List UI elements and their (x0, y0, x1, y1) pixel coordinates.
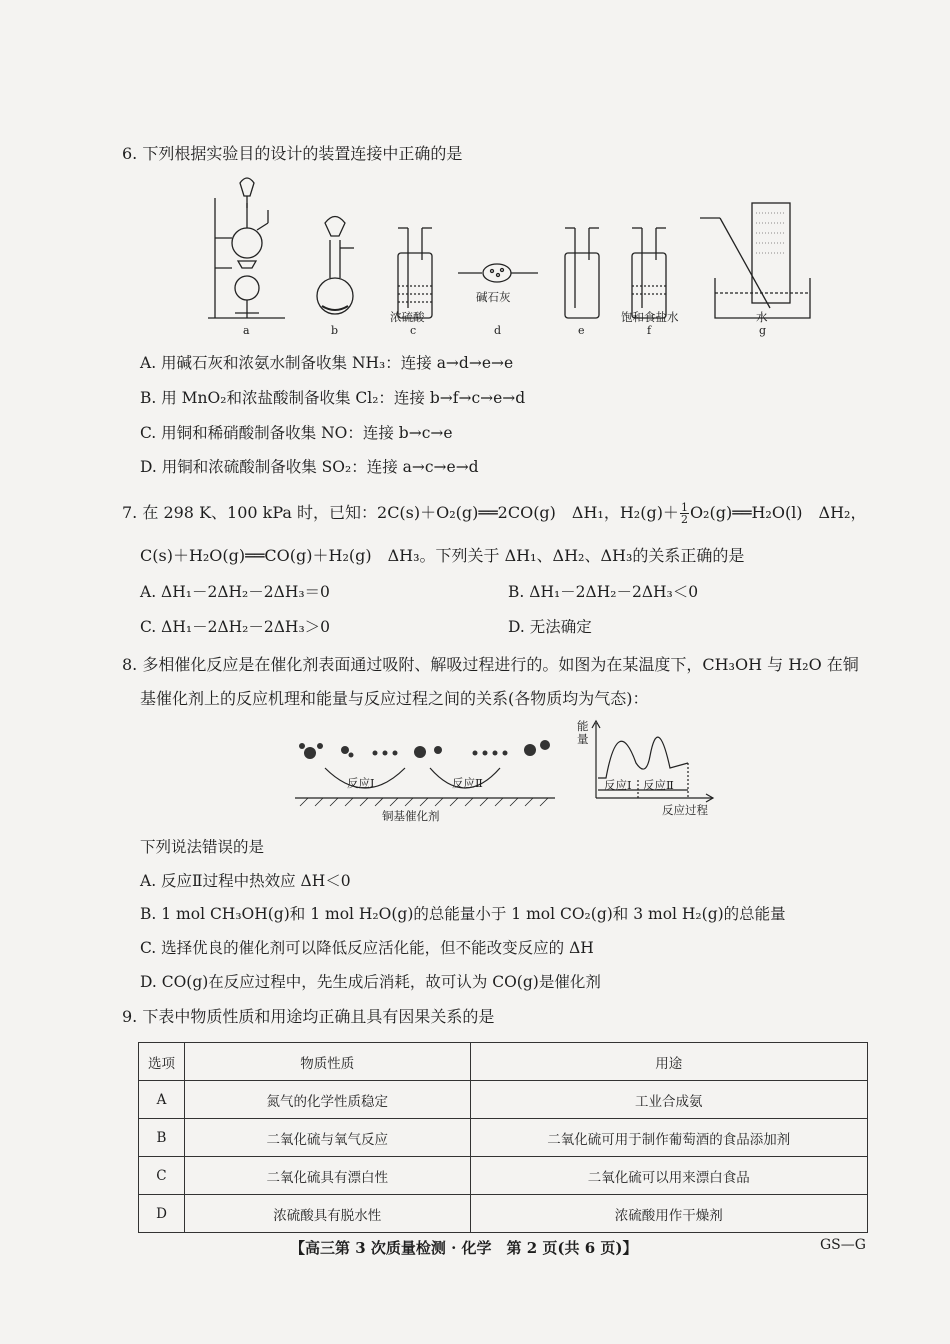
label-g: 水 (756, 310, 768, 324)
label-seg-1: 反应Ⅰ (604, 778, 632, 792)
q6-stem: 6. 下列根据实验目的设计的装置连接中正确的是 (122, 144, 463, 163)
q8-option-c: C. 选择优良的催化剂可以降低反应活化能，但不能改变反应的 ΔH (140, 939, 594, 957)
q9-stem: 9. 下表中物质性质和用途均正确且具有因果关系的是 (122, 1007, 495, 1026)
apparatus-f (632, 228, 666, 318)
cell-option: B (139, 1119, 185, 1157)
letter-b: b (331, 324, 339, 337)
q6-option-a: A. 用碱石灰和浓氨水制备收集 NH₃：连接 a→d→e→e (140, 354, 514, 372)
cell-property: 二氧化硫与氧气反应 (184, 1119, 470, 1157)
page-footer: 【高三第 3 次质量检测 · 化学 第 2 页(共 6 页)】 (290, 1239, 638, 1257)
table-row (139, 1157, 868, 1195)
apparatus-g (700, 203, 810, 318)
q6-option-d: D. 用铜和浓硫酸制备收集 SO₂：连接 a→c→e→d (140, 458, 479, 476)
label-c: 浓硫酸 (390, 310, 425, 324)
cell-property: 二氧化硫具有漂白性 (184, 1157, 470, 1195)
letter-e: e (578, 324, 585, 337)
table-row (139, 1119, 868, 1157)
header-property: 物质性质 (184, 1043, 470, 1081)
cell-use: 浓硫酸用作干燥剂 (470, 1195, 867, 1233)
apparatus-b (317, 217, 354, 315)
q8-option-b: B. 1 mol CH₃OH(g)和 1 mol H₂O(g)的总能量小于 1 mol CO₂(g)和 3 mol H₂(g)的总能量 (140, 905, 786, 923)
label-reaction-2: 反应Ⅱ (452, 776, 483, 790)
cell-use: 二氧化硫可用于制作葡萄酒的食品添加剂 (470, 1119, 867, 1157)
table-header-row (139, 1043, 868, 1081)
q8-stem-line1: 8. 多相催化反应是在催化剂表面通过吸附、解吸过程进行的。如图为在某温度下，CH₃OH 与 H₂O 在铜 (122, 655, 859, 674)
q7-option-b: B. ΔH₁－2ΔH₂－2ΔH₃＜0 (508, 583, 699, 601)
cell-use: 二氧化硫可以用来漂白食品 (470, 1157, 867, 1195)
header-option: 选项 (139, 1043, 185, 1081)
frac-den: 2 (680, 513, 688, 526)
q8-option-d: D. CO(g)在反应过程中，先生成后消耗，故可认为 CO(g)是催化剂 (140, 973, 601, 991)
label-process-axis: 反应过程 (662, 803, 708, 817)
label-catalyst: 铜基催化剂 (382, 809, 440, 823)
letter-a: a (243, 324, 250, 337)
q7-stem-part2: O₂(g)══H₂O(l) ΔH₂， (689, 503, 867, 522)
table-row (139, 1195, 868, 1233)
q7-stem-line2: C(s)＋H₂O(g)══CO(g)＋H₂(g) ΔH₃。下列关于 ΔH₁、ΔH₂、ΔH₃的关系正确的是 (140, 546, 745, 565)
label-seg-2: 反应Ⅱ (643, 778, 674, 792)
apparatus-a (208, 178, 285, 318)
apparatus-d (458, 264, 538, 282)
cell-option: C (139, 1157, 185, 1195)
table-row (139, 1081, 868, 1119)
label-d: 碱石灰 (476, 290, 511, 304)
q7-stem-part1: 7. 在 298 K、100 kPa 时，已知：2C(s)＋O₂(g)══2CO(g) ΔH₁，H₂(g)＋ (122, 503, 679, 522)
q7-stem-line1 (122, 502, 866, 525)
label-f: 饱和食盐水 (621, 310, 679, 324)
q8-option-a: A. 反应Ⅱ过程中热效应 ΔH＜0 (140, 872, 351, 890)
letter-g: g (759, 324, 767, 337)
letter-c: c (410, 324, 417, 337)
q6-option-c: C. 用铜和稀硝酸制备收集 NO：连接 b→c→e (140, 424, 453, 442)
apparatus-e (565, 228, 599, 318)
cell-property: 浓硫酸具有脱水性 (184, 1195, 470, 1233)
label-reaction-1: 反应Ⅰ (347, 776, 375, 790)
cell-use: 工业合成氨 (470, 1081, 867, 1119)
label-energy-axis: 能量 (577, 719, 589, 746)
q6-option-b: B. 用 MnO₂和浓盐酸制备收集 Cl₂：连接 b→f→c→e→d (140, 389, 526, 407)
q7-option-d: D. 无法确定 (508, 618, 592, 636)
cell-option: A (139, 1081, 185, 1119)
cell-option: D (139, 1195, 185, 1233)
frac-num: 1 (680, 501, 688, 514)
header-use: 用途 (470, 1043, 867, 1081)
q7-option-a: A. ΔH₁－2ΔH₂－2ΔH₃＝0 (140, 583, 330, 601)
q8-stem-line2: 基催化剂上的反应机理和能量与反应过程之间的关系(各物质均为气态)： (140, 689, 649, 708)
paper-code: GS—G (820, 1237, 866, 1253)
cell-property: 氮气的化学性质稳定 (184, 1081, 470, 1119)
q8-mechanism-figure (290, 728, 590, 838)
q8-sub-stem: 下列说法错误的是 (140, 838, 265, 856)
q9-table (138, 1042, 868, 1233)
letter-d: d (494, 324, 502, 337)
apparatus-c (398, 228, 432, 318)
letter-f: f (647, 324, 652, 337)
q7-option-c: C. ΔH₁－2ΔH₂－2ΔH₃＞0 (140, 618, 331, 636)
half-fraction (680, 502, 689, 525)
q6-apparatus-figure (0, 168, 950, 368)
